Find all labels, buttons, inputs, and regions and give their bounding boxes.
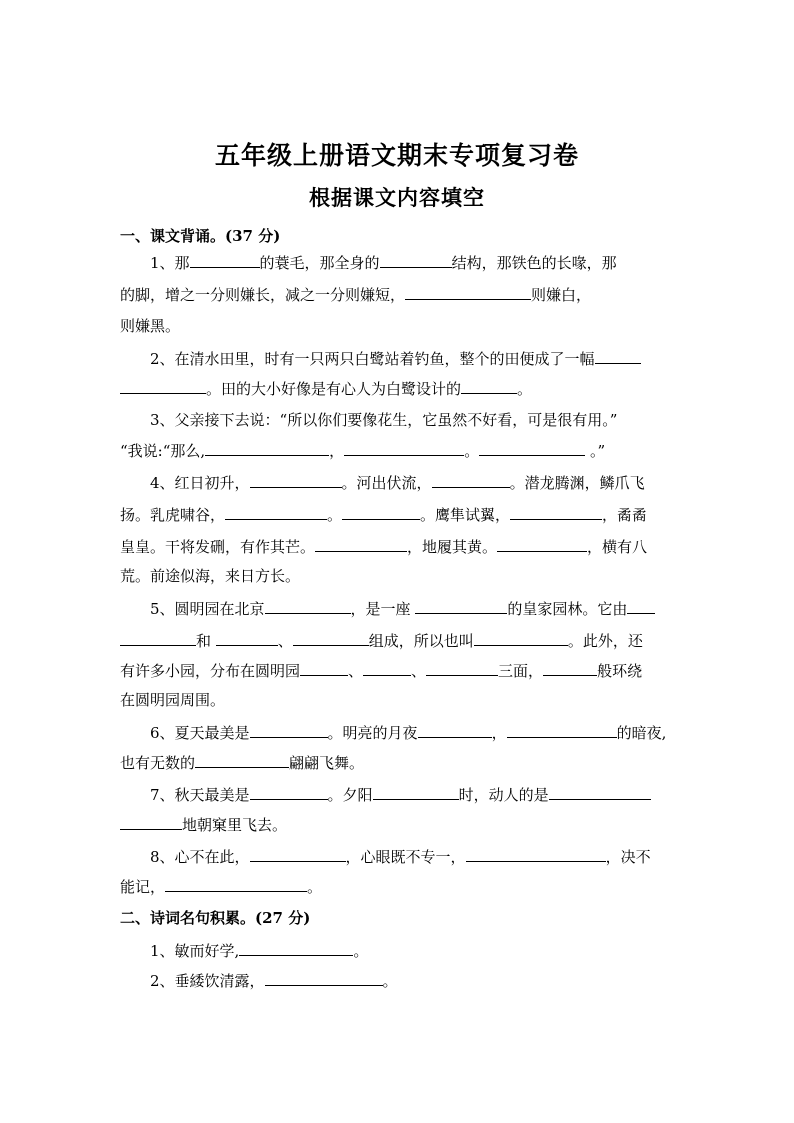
text: ， — [491, 724, 507, 742]
text: 5、圆明园在北京 — [150, 600, 265, 618]
text: 6、夏天最美是 — [150, 724, 250, 742]
answer-blank[interactable] — [479, 440, 585, 456]
text: 、 — [277, 632, 293, 650]
text: 、 — [411, 662, 427, 680]
text: 能记， — [120, 878, 166, 896]
question-6-line-1 — [150, 722, 680, 743]
answer-blank[interactable] — [265, 970, 383, 986]
text: 地朝窠里飞去。 — [182, 816, 288, 834]
text: 1、那 — [150, 254, 190, 272]
question-1-line-3 — [120, 316, 680, 336]
text: ，横有八 — [587, 538, 648, 556]
text: 。潜龙腾渊，鳞爪飞 — [509, 474, 645, 492]
text: 般环绕 — [597, 662, 643, 680]
question-6-line-2 — [120, 752, 680, 773]
text: 。鹰隼试翼， — [420, 506, 511, 524]
text: 时，动人的是 — [458, 786, 549, 804]
text: ，心眼既不专一， — [345, 848, 466, 866]
poem-question-1 — [150, 940, 680, 961]
answer-blank[interactable] — [315, 536, 407, 552]
text: 8、心不在此， — [150, 848, 250, 866]
answer-blank[interactable] — [225, 504, 327, 520]
answer-blank[interactable] — [466, 846, 606, 862]
text: 7、秋天最美是 — [150, 786, 250, 804]
text: 翩翩飞舞。 — [289, 754, 365, 772]
text: 的皇家园林。它由 — [507, 600, 628, 618]
text: 。田的大小好像是有心人为白鹭设计的 — [206, 380, 462, 398]
text: 荒。前途似海，来日方长。 — [120, 567, 301, 585]
answer-blank[interactable] — [405, 284, 531, 300]
text: 也有无数的 — [120, 754, 196, 772]
answer-blank[interactable] — [549, 784, 651, 800]
text: 。 — [307, 878, 323, 896]
answer-blank[interactable] — [250, 472, 342, 488]
answer-blank[interactable] — [250, 846, 346, 862]
question-3-line-1 — [150, 410, 680, 430]
answer-blank[interactable] — [627, 598, 655, 614]
answer-blank[interactable] — [344, 440, 464, 456]
text: 的暗夜, — [616, 724, 667, 742]
text: 的蓑毛，那全身的 — [259, 254, 380, 272]
answer-blank[interactable] — [510, 504, 602, 520]
page-title: 五年级上册语文期末专项复习卷 — [214, 141, 579, 170]
text: 。此外，还 — [567, 632, 643, 650]
text: 。 — [464, 442, 480, 460]
text: 。河出伏流， — [341, 474, 432, 492]
answer-blank[interactable] — [239, 940, 353, 956]
text: 有许多小园，分布在圆明园 — [120, 662, 301, 680]
answer-blank[interactable] — [250, 784, 328, 800]
answer-blank[interactable] — [165, 876, 307, 892]
question-7-line-1 — [150, 784, 680, 805]
text: 则嫌白， — [531, 286, 592, 304]
question-1-line-2 — [120, 284, 680, 305]
answer-blank[interactable] — [595, 348, 641, 364]
answer-blank[interactable] — [216, 630, 278, 646]
text: 、 — [348, 662, 364, 680]
text: 。 — [353, 942, 369, 960]
answer-blank[interactable] — [474, 630, 568, 646]
text: 组成，所以也叫 — [368, 632, 474, 650]
question-4-line-4 — [120, 566, 680, 586]
page-subtitle: 根据课文内容填空 — [309, 185, 485, 210]
section-heading-2: 二、诗词名句积累。(27 分) — [120, 909, 311, 927]
text: 在圆明园周围。 — [120, 691, 226, 709]
text: 。 — [327, 506, 343, 524]
text: 。” — [585, 442, 606, 460]
text: ，地履其黄。 — [407, 538, 498, 556]
answer-blank[interactable] — [497, 536, 587, 552]
text: 扬。乳虎啸谷， — [120, 506, 226, 524]
text: 。明亮的月夜 — [327, 724, 418, 742]
section-heading-1: 一、课文背诵。(37 分) — [120, 227, 281, 245]
question-8-line-1 — [150, 846, 680, 867]
answer-blank[interactable] — [195, 752, 289, 768]
text: 1、敏而好学, — [150, 942, 240, 960]
answer-blank[interactable] — [190, 252, 260, 268]
text: 2、在清水田里，时有一只两只白鹭站着钓鱼，整个的田便成了一幅 — [150, 350, 595, 368]
text: 皇皇。干将发硎，有作其芒。 — [120, 538, 316, 556]
question-4-line-2 — [120, 504, 680, 525]
answer-blank[interactable] — [373, 784, 459, 800]
question-2-line-2 — [120, 378, 680, 399]
answer-blank[interactable] — [380, 252, 452, 268]
question-5-line-2 — [120, 630, 680, 651]
text: 和 — [196, 632, 216, 650]
text: ，决不 — [605, 848, 651, 866]
question-3-line-2 — [120, 440, 680, 461]
question-4-line-3 — [120, 536, 680, 557]
answer-blank[interactable] — [205, 440, 329, 456]
text: 2、垂緌饮清露， — [150, 972, 265, 990]
text: ， — [329, 442, 345, 460]
question-1-line-1 — [150, 252, 680, 273]
answer-blank[interactable] — [120, 630, 196, 646]
text: 。 — [517, 380, 533, 398]
answer-blank[interactable] — [426, 660, 498, 676]
text: “我说:“那么, — [120, 442, 206, 460]
question-8-line-2 — [120, 876, 680, 897]
question-2-line-1 — [150, 348, 680, 369]
question-5-line-3 — [120, 660, 680, 681]
text: 则嫌黑。 — [120, 317, 181, 335]
text: 的脚，增之一分则嫌长，减之一分则嫌短， — [120, 286, 406, 304]
text: 。 — [382, 972, 398, 990]
question-4-line-1 — [150, 472, 680, 493]
text: 三面， — [498, 662, 544, 680]
text: 4、红日初升， — [150, 474, 250, 492]
question-5-line-4 — [120, 690, 680, 710]
answer-blank[interactable] — [120, 814, 182, 830]
answer-blank[interactable] — [461, 378, 517, 394]
text: 3、父亲接下去说：“所以你们要像花生，它虽然不好看，可是很有用。” — [150, 411, 618, 429]
text: ，是一座 — [350, 600, 416, 618]
answer-blank[interactable] — [342, 504, 420, 520]
answer-blank[interactable] — [415, 598, 507, 614]
answer-blank[interactable] — [265, 598, 351, 614]
answer-blank[interactable] — [507, 722, 617, 738]
text: 结构，那铁色的长喙，那 — [451, 254, 617, 272]
answer-blank[interactable] — [418, 722, 492, 738]
answer-blank[interactable] — [363, 660, 411, 676]
answer-blank[interactable] — [250, 722, 328, 738]
poem-question-2 — [150, 970, 680, 991]
question-5-line-1 — [150, 598, 680, 619]
question-7-line-2 — [120, 814, 680, 835]
answer-blank[interactable] — [293, 630, 369, 646]
answer-blank[interactable] — [300, 660, 348, 676]
text: 。夕阳 — [327, 786, 373, 804]
text: ，矞矞 — [602, 506, 648, 524]
answer-blank[interactable] — [120, 378, 206, 394]
answer-blank[interactable] — [543, 660, 597, 676]
answer-blank[interactable] — [432, 472, 510, 488]
